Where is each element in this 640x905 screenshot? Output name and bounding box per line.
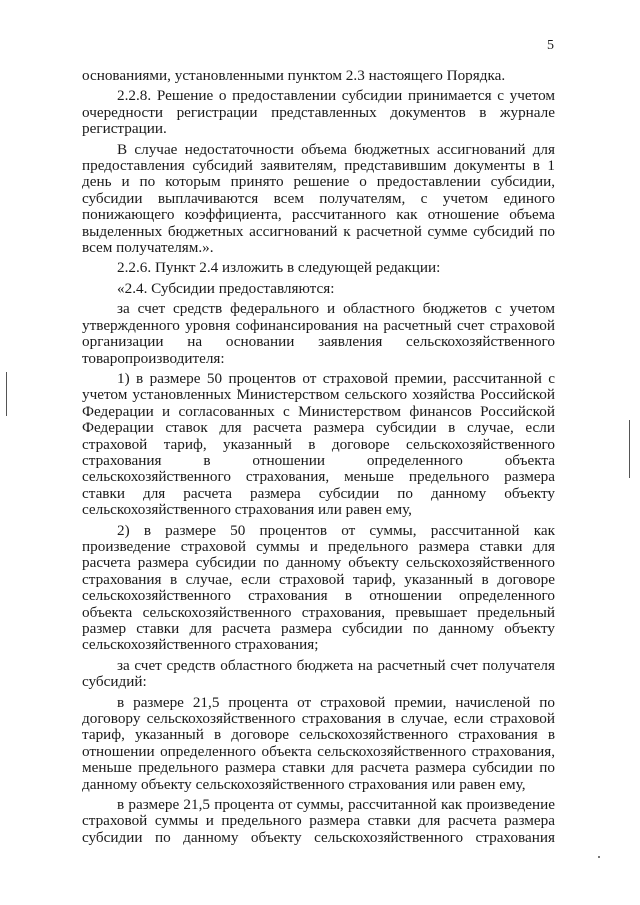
paragraph: в размере 21,5 процента от суммы, рассчитанной как произведение страховой суммы и предельного размера ставки для расчета размера субсидии по данному объекту сельскохозяйственного страхования <box>82 796 555 846</box>
paragraph: основаниями, установленными пунктом 2.3 настоящего Порядка. <box>82 67 506 84</box>
paragraph: за счет средств областного бюджета на расчетный счет получателя субсидий: <box>82 656 555 691</box>
paragraph: за счет средств федерального и областного бюджетов с учетом утвержденного уровня софинансирования на расчетный счет страховой организации на основании заявления сельскохозяйственного товаропроизводителя: <box>82 300 555 367</box>
paragraph: 2.2.8. Решение о предоставлении субсидии принимается с учетом очередности регистрации представленных документов в журнале регистрации. <box>82 87 555 138</box>
paragraph: «2.4. Субсидии предоставляются: <box>117 279 335 297</box>
scan-artifact-dot <box>598 856 600 858</box>
page-number: 5 <box>547 38 554 53</box>
paragraph: 2) в размере 50 процентов от суммы, рассчитанной как произведение страховой суммы и предельного размера ставки для расчета размера субсидии по данному объекту сельскохозяйственного страхования в случае, если страховой тариф, указанный в договоре сельскохозяйственного страхования в отношении определенного объекта сельскохозяйственного страхования, превышает предельный размер ставки для расчета размера субсидии по данному объекту сельскохозяйственного страхования; <box>82 521 555 654</box>
paragraph: 2.2.6. Пункт 2.4 изложить в следующей редакции: <box>117 259 441 277</box>
document-body <box>82 68 555 850</box>
scan-artifact-right <box>629 420 630 478</box>
scan-artifact-left <box>6 372 7 416</box>
paragraph: в размере 21,5 процента от страховой премии, начисленой по договору сельскохозяйственного страхования в случае, если страховой тариф, указанный в договоре сельскохозяйственного страхования в отношении определенного объекта сельскохозяйственного страхования, меньше предельного размера ставки для расчета размера субсидии по данному объекту сельскохозяйственного страхования или равен ему, <box>82 693 555 793</box>
paragraph: В случае недостаточности объема бюджетных ассигнований для предоставления субсидий заявителям, представившим документы в 1 день и по которым принято решение о предоставлении субсидии, субсидии выплачиваются всем получателям, с учетом единого понижающего коэффициента, рассчитанного как отношение объема выделенных бюджетных ассигнований к расчетной сумме субсидий по всем получателям.». <box>82 140 555 257</box>
paragraph: 1) в размере 50 процентов от страховой премии, рассчитанной с учетом установленных Министерством сельского хозяйства Российской Федерации и согласованных с Министерством финансов Российской Федерации ставок для расчета размера субсидии в случае, если страховой тариф, указанный в договоре сельскохозяйственного страхования в отношении определенного объекта сельскохозяйственного страхования, меньше предельного размера ставки для расчета размера субсидии по данному объекту сельскохозяйственного страхования или равен ему, <box>82 369 555 519</box>
